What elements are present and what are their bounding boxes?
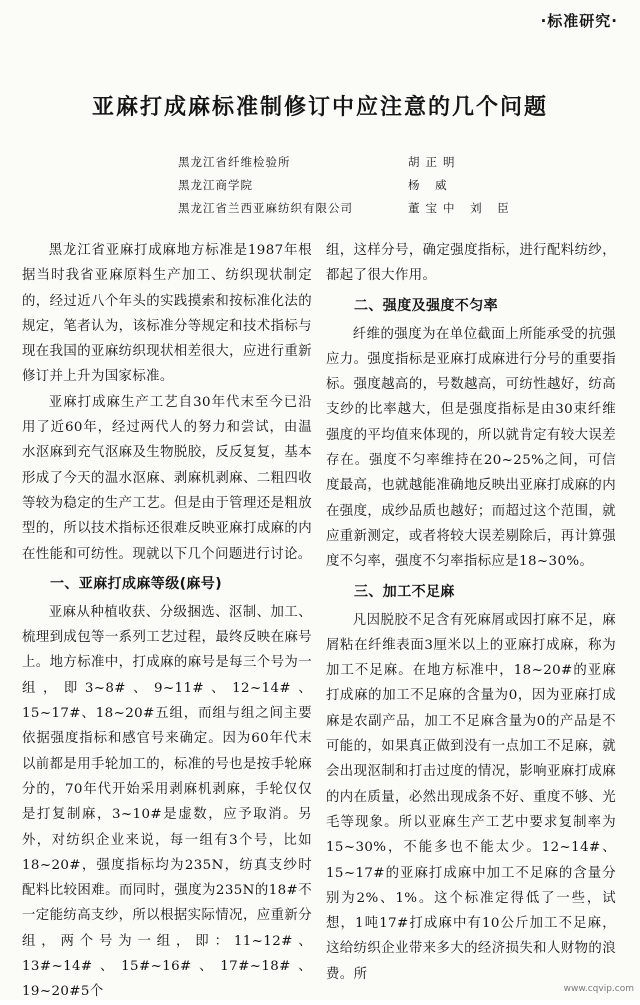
continued-paragraph: 组，这样分号，确定强度指标，进行配料纺纱，都起了很大作用。 xyxy=(326,243,616,284)
intro-paragraph: 黑龙江省亚麻打成麻地方标准是1987年根据当时我省亚麻原料生产加工、纺织现状制定的，经过近八个年头的实践摸索和按标准化法的规定，笔者认为，该标准分等规定和技术指标与现在我国的亚麻纺织现状相差很大，应进行重新修订并上升为国家标准。 xyxy=(22,243,312,385)
body-paragraph: 凡因脱胶不足含有死麻屑或因打麻不足，麻屑粘在纤维表面3厘米以上的亚麻打成麻，称为加工不足麻。在地方标准中，18~20#的亚麻打成麻的加工不足麻的含量为0，因为亚麻打成麻是农副产品，加工不足麻含量为0的产品是不可能的，如果真正做到没有一点加工不足麻，就会出现沤制和打击过度的情况，影响亚麻打成麻的内在质量，必然出现成条不好、重度不够、光毛等现象。所以亚麻生产工艺中要求复制率为15~30%，不能多也不能太少。12~14#、15~17#的亚麻打成麻中加工不足麻的含量分别为2%、1%。这个标准定得低了一些，试想，1吨17#打成麻中有10公斤加工不足麻，这给纺织企业带来多大的经济损失和人财物的浪费。所 xyxy=(326,612,616,982)
author-row xyxy=(178,173,598,196)
left-column xyxy=(22,238,312,1005)
section-heading: 三、加工不足麻 xyxy=(354,583,455,600)
body-paragraph: 纤维的强度为在单位截面上所能承受的抗强应力。强度指标是亚麻打成麻进行分号的重要指标。强度越高的，号数越高，可纺性越好，纺高支纱的比率越大，但是强度指标是由30束纤维强度的平均值来体现的，所以就肯定有较大误差存在。强度不匀率维持在20~25%之间，可信度最高，也就越能准确地反映出亚麻打成麻的内在强度，成纱品质也越好；而超过这个范围，就应重新测定，或者将较大误差剔除后，再计算强度不匀率，强度不匀率指标应是18~30%。 xyxy=(326,326,616,570)
author-affiliation: 黑龙江省兰西亚麻纺织有限公司 xyxy=(178,200,353,215)
watermark: www.cqvip.com xyxy=(563,984,634,994)
author-name: 杨 威 xyxy=(408,177,453,192)
author-affiliation: 黑龙江省纤维检验所 xyxy=(178,154,291,169)
section-tag: ·标准研究· xyxy=(540,12,618,30)
author-affiliation: 黑龙江商学院 xyxy=(178,177,253,192)
section-heading: 一、亚麻打成麻等级(麻号) xyxy=(50,575,222,592)
author-name: 董宝中 刘 臣 xyxy=(408,200,515,215)
article-title: 亚麻打成麻标准制修订中应注意的几个问题 xyxy=(91,94,548,120)
author-row xyxy=(178,150,598,173)
intro-paragraph: 亚麻打成麻生产工艺自30年代末至今已沿用了近60年，经过两代人的努力和尝试，由温水沤麻到充气沤麻及生物脱胶，反反复复，基本形成了今天的温水沤麻、剥麻机剥麻、二粗四收等较为稳定的生产工艺。但是由于管理还是粗放型的，所以技术指标还很难反映亚麻打成麻的内在性能和可纺性。现就以下几个问题进行讨论。 xyxy=(22,394,312,562)
right-column xyxy=(326,238,616,987)
author-block xyxy=(178,150,598,219)
author-row xyxy=(178,196,598,219)
section-heading: 二、强度及强度不匀率 xyxy=(354,297,498,314)
body-paragraph: 亚麻从种植收获、分级捆选、沤制、加工、梳理到成包等一系列工艺过程，最终反映在麻号上。地方标准中，打成麻的麻号是每三个号为一组，即3~8#、9~11#、12~14#、15~17#、18~20#五组，而组与组之间主要依据强度指标和感官号来确定。因为60年代末以前都是用手轮加工的，标准的号也是按手轮麻分的，70年代开始采用剥麻机剥麻，手轮仅仅是打复制麻，3~10#是虚数，应予取消。另外，对纺织企业来说，每一组有3个号，比如18~20#，强度指标均为235N，纺真支纱时配料比较困难。而同时，强度为235N的18#不一定能纺高支纱，所以根据实际情况，应重新分组，两个号为一组，即：11~12#、13#~14#、15#~16#、17#~18#、19~20#5个 xyxy=(22,604,312,1000)
author-name: 胡正明 xyxy=(408,154,461,169)
